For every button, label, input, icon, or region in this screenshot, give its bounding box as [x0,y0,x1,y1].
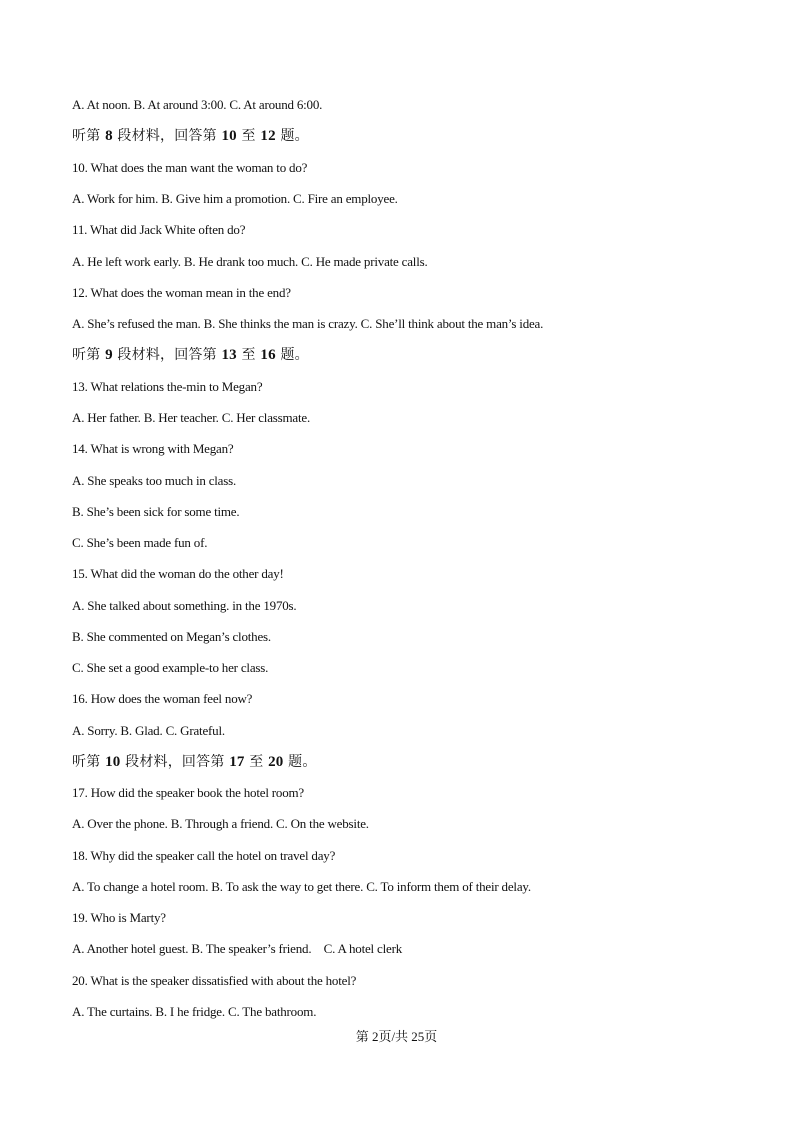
section-heading-10: 听第 10 段材料，回答第 17 至 20 题。 [72,754,317,770]
option-15a: A. She talked about something. in the 1970s. [72,598,297,613]
question-14: 14. What is wrong with Megan? [72,441,234,456]
answer-options-q17: A. Over the phone. B. Through a friend. C. On the website. [72,816,369,831]
option-14a: A. She speaks too much in class. [72,473,237,488]
option-14c: C. She’s been made fun of. [72,535,208,550]
question-12: 12. What does the woman mean in the end? [72,285,291,300]
answer-options-q19: A. Another hotel guest. B. The speaker’s friend. C. A hotel clerk [72,941,402,956]
section-heading-9: 听第 9 段材料，回答第 13 至 16 题。 [72,347,309,363]
answer-options-q12: A. She’s refused the man. B. She thinks the man is crazy. C. She’ll think about the man’s idea. [72,316,544,331]
question-11: 11. What did Jack White often do? [72,222,246,237]
answer-options-q16: A. Sorry. B. Glad. C. Grateful. [72,723,225,738]
question-19: 19. Who is Marty? [72,910,166,925]
question-20: 20. What is the speaker dissatisfied with about the hotel? [72,973,357,988]
option-15b: B. She commented on Megan’s clothes. [72,629,271,644]
question-10: 10. What does the man want the woman to do? [72,160,308,175]
answer-options-q10: A. Work for him. B. Give him a promotion. C. Fire an employee. [72,191,398,206]
question-16: 16. How does the woman feel now? [72,691,253,706]
section-heading-8: 听第 8 段材料，回答第 10 至 12 题。 [72,128,309,144]
option-14b: B. She’s been sick for some time. [72,504,240,519]
answer-options-q11: A. He left work early. B. He drank too much. C. He made private calls. [72,254,428,269]
question-17: 17. How did the speaker book the hotel room? [72,785,305,800]
page-number-footer: 第 2页/共 25页 [355,1029,438,1044]
question-18: 18. Why did the speaker call the hotel on travel day? [72,848,336,863]
answer-options-q13: A. Her father. B. Her teacher. C. Her classmate. [72,410,311,425]
answer-options-q20: A. The curtains. B. I he fridge. C. The bathroom. [72,1004,317,1019]
question-13: 13. What relations the-min to Megan? [72,379,263,394]
answer-options-q9: A. At noon. B. At around 3:00. C. At around 6:00. [72,97,323,112]
answer-options-q18: A. To change a hotel room. B. To ask the way to get there. C. To inform them of their delay. [72,879,531,894]
question-15: 15. What did the woman do the other day! [72,566,284,581]
option-15c: C. She set a good example-to her class. [72,660,269,675]
